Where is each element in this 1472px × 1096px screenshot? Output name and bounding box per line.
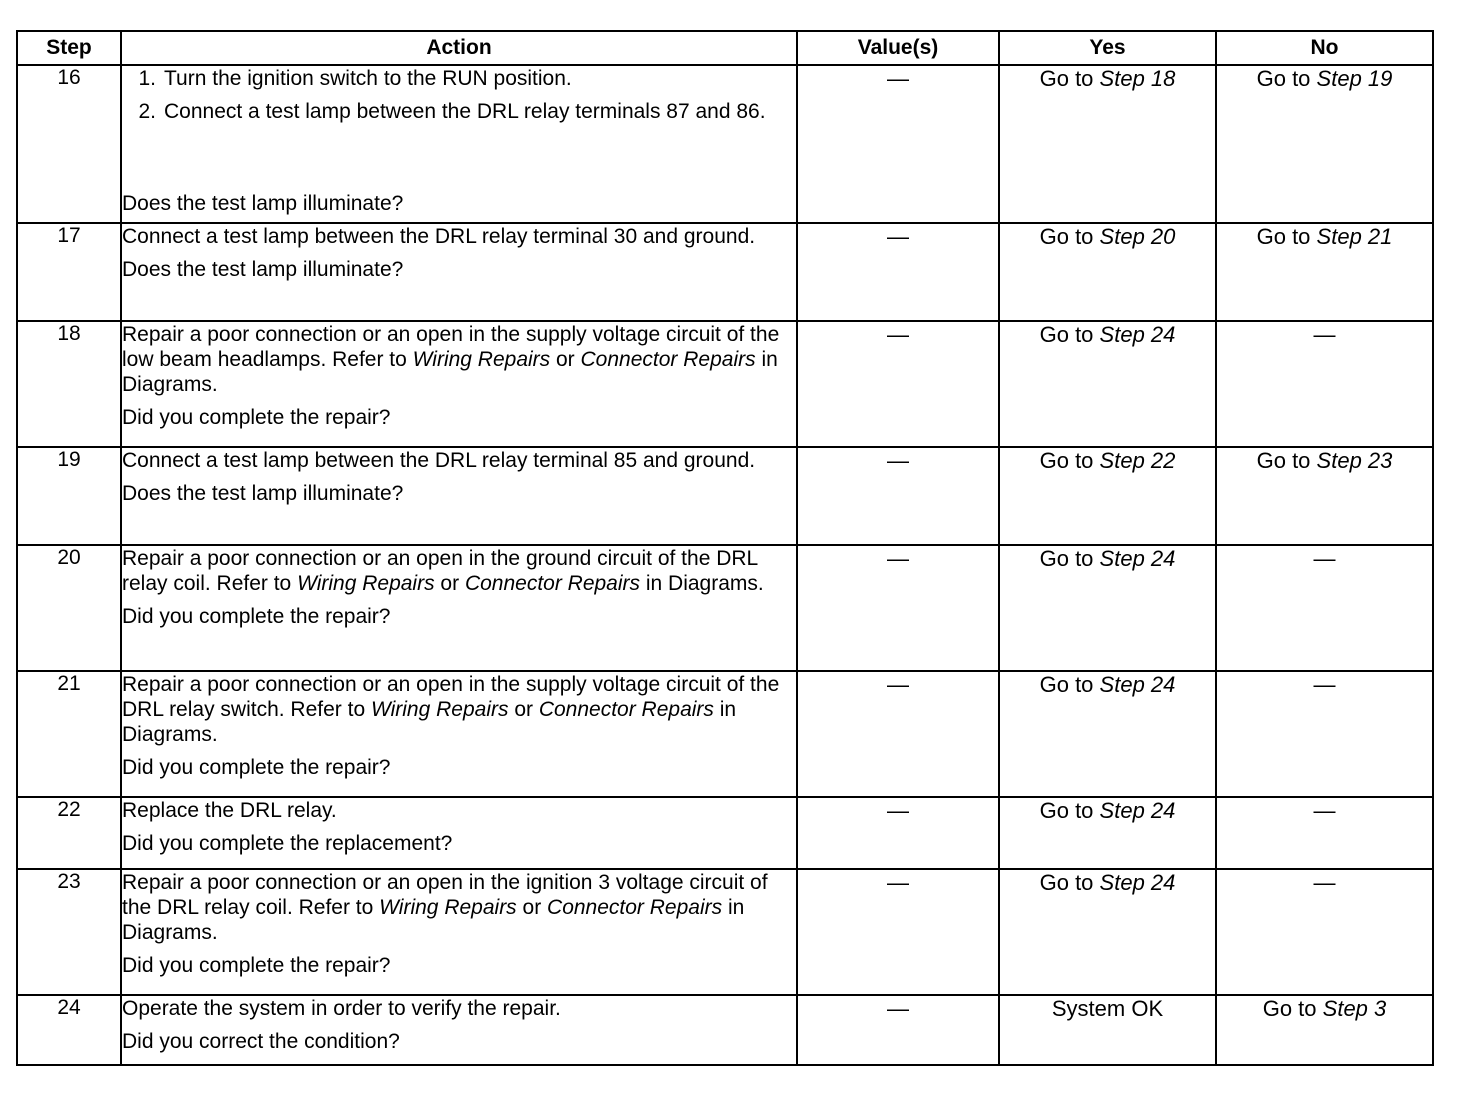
goto-step-link[interactable]: Step 24 <box>1099 870 1176 895</box>
in-diagrams-text: in Diagrams. <box>122 896 745 944</box>
yes-cell <box>999 545 1216 671</box>
goto-step-link[interactable]: Step 24 <box>1099 322 1176 347</box>
header-yes: Yes <box>999 31 1216 65</box>
goto-prefix: Go to <box>1039 322 1094 347</box>
no-cell <box>1216 223 1433 321</box>
table-row <box>17 321 1433 447</box>
action-cell <box>121 545 797 671</box>
goto-step-link[interactable]: Step 23 <box>1316 448 1393 473</box>
value-cell: — <box>797 869 999 995</box>
list-item <box>122 66 796 91</box>
question-text: Does the test lamp illuminate? <box>122 192 404 215</box>
value-cell: — <box>797 671 999 797</box>
question-text: Did you complete the repair? <box>122 756 391 779</box>
action-cell <box>121 65 797 223</box>
action-text-part: Repair a poor connection or an open in the supply voltage circuit of the DRL relay switch. Refer to <box>122 673 780 721</box>
action-text-part: Repair a poor connection or an open in the ground circuit of the DRL relay coil. Refer to <box>122 547 758 595</box>
goto-prefix: Go to <box>1039 672 1094 697</box>
question-text: Did you complete the replacement? <box>122 832 453 855</box>
step-number: 18 <box>17 321 121 447</box>
action-cell <box>121 869 797 995</box>
wiring-repairs-ref[interactable]: Wiring Repairs <box>297 572 435 595</box>
value-cell: — <box>797 321 999 447</box>
step-number: 19 <box>17 447 121 545</box>
table-row <box>17 671 1433 797</box>
wiring-repairs-ref[interactable]: Wiring Repairs <box>370 698 509 721</box>
question-text: Did you complete the repair? <box>122 406 391 429</box>
list-number: 1. <box>138 67 156 90</box>
yes-cell <box>999 671 1216 797</box>
goto-step-link[interactable]: Step 3 <box>1322 996 1387 1021</box>
goto-prefix: Go to <box>1039 546 1094 571</box>
connector-repairs-ref[interactable]: Connector Repairs <box>538 698 714 721</box>
action-cell <box>121 321 797 447</box>
action-cell <box>121 447 797 545</box>
header-no: No <box>1216 31 1433 65</box>
in-diagrams-text: in Diagrams. <box>640 572 764 595</box>
system-ok-text: System OK <box>1051 996 1164 1021</box>
question-text: Did you complete the repair? <box>122 605 391 628</box>
value-cell: — <box>797 65 999 223</box>
yes-cell <box>999 223 1216 321</box>
goto-step-link[interactable]: Step 24 <box>1099 672 1176 697</box>
value-cell: — <box>797 223 999 321</box>
connector-repairs-ref[interactable]: Connector Repairs <box>547 896 723 919</box>
goto-step-link[interactable]: Step 20 <box>1099 224 1176 249</box>
no-cell: — <box>1216 797 1433 869</box>
action-text <box>122 322 796 397</box>
header-action: Action <box>121 31 797 65</box>
action-cell <box>121 797 797 869</box>
list-item <box>122 99 796 124</box>
step-number: 17 <box>17 223 121 321</box>
table-row <box>17 223 1433 321</box>
or-text: or <box>508 698 539 721</box>
or-text: or <box>434 572 465 595</box>
table-row <box>17 545 1433 671</box>
action-text: Connect a test lamp between the DRL relay terminal 30 and ground. <box>122 225 756 248</box>
connector-repairs-ref[interactable]: Connector Repairs <box>464 572 641 595</box>
goto-prefix: Go to <box>1256 66 1311 91</box>
step-number: 16 <box>17 65 121 223</box>
action-cell <box>121 223 797 321</box>
wiring-repairs-ref[interactable]: Wiring Repairs <box>379 896 517 919</box>
goto-prefix: Go to <box>1039 798 1094 823</box>
step-number: 21 <box>17 671 121 797</box>
header-values: Value(s) <box>797 31 999 65</box>
yes-cell <box>999 65 1216 223</box>
goto-step-link[interactable]: Step 24 <box>1099 546 1176 571</box>
header-step: Step <box>17 31 121 65</box>
table-row <box>17 797 1433 869</box>
goto-prefix: Go to <box>1262 996 1317 1021</box>
no-cell: — <box>1216 869 1433 995</box>
yes-cell <box>999 869 1216 995</box>
goto-prefix: Go to <box>1039 870 1094 895</box>
table-row <box>17 65 1433 223</box>
action-cell <box>121 671 797 797</box>
no-cell <box>1216 447 1433 545</box>
value-cell: — <box>797 995 999 1065</box>
question-text: Does the test lamp illuminate? <box>122 482 404 505</box>
action-text: Operate the system in order to verify the repair. <box>122 997 561 1020</box>
goto-step-link[interactable]: Step 24 <box>1099 798 1176 823</box>
yes-cell <box>999 995 1216 1065</box>
question-text: Does the test lamp illuminate? <box>122 258 404 281</box>
action-cell <box>121 995 797 1065</box>
value-cell: — <box>797 447 999 545</box>
action-text-part: Repair a poor connection or an open in the supply voltage circuit of the low beam headlamps. Refer to <box>122 323 780 371</box>
yes-cell <box>999 447 1216 545</box>
table-row <box>17 447 1433 545</box>
diagnostic-table <box>16 30 1434 1066</box>
yes-cell <box>999 321 1216 447</box>
question-text: Did you correct the condition? <box>122 1030 400 1053</box>
or-text: or <box>550 348 581 371</box>
goto-step-link[interactable]: Step 19 <box>1316 66 1393 91</box>
or-text: or <box>516 896 548 919</box>
action-text: Replace the DRL relay. <box>122 799 337 822</box>
in-diagrams-text: in Diagrams. <box>122 698 737 746</box>
goto-prefix: Go to <box>1039 66 1094 91</box>
no-cell: — <box>1216 671 1433 797</box>
value-cell: — <box>797 545 999 671</box>
list-text: Connect a test lamp between the DRL relay terminals 87 and 86. <box>164 100 766 123</box>
step-number: 22 <box>17 797 121 869</box>
table-row <box>17 995 1433 1065</box>
action-text-part: Repair a poor connection or an open in the ignition 3 voltage circuit of the DRL relay coil. Refer to <box>122 871 768 919</box>
wiring-repairs-ref[interactable]: Wiring Repairs <box>412 348 551 371</box>
value-cell: — <box>797 797 999 869</box>
in-diagrams-text: in Diagrams. <box>122 348 778 396</box>
no-cell <box>1216 65 1433 223</box>
table-row <box>17 869 1433 995</box>
action-text <box>122 672 796 747</box>
step-number: 20 <box>17 545 121 671</box>
no-cell: — <box>1216 545 1433 671</box>
no-cell: — <box>1216 321 1433 447</box>
yes-cell <box>999 797 1216 869</box>
goto-prefix: Go to <box>1256 448 1311 473</box>
list-text: Turn the ignition switch to the RUN position. <box>164 67 572 90</box>
action-text <box>122 546 796 596</box>
action-text: Connect a test lamp between the DRL relay terminal 85 and ground. <box>122 449 756 472</box>
step-number: 24 <box>17 995 121 1065</box>
header-row <box>17 31 1433 65</box>
connector-repairs-ref[interactable]: Connector Repairs <box>580 348 756 371</box>
list-number: 2. <box>138 100 156 123</box>
action-text <box>122 870 796 945</box>
no-cell <box>1216 995 1433 1065</box>
goto-step-link[interactable]: Step 21 <box>1316 224 1393 249</box>
question-text: Did you complete the repair? <box>122 954 391 977</box>
goto-prefix: Go to <box>1039 224 1094 249</box>
step-number: 23 <box>17 869 121 995</box>
goto-step-link[interactable]: Step 18 <box>1099 66 1176 91</box>
goto-prefix: Go to <box>1039 448 1094 473</box>
goto-prefix: Go to <box>1256 224 1311 249</box>
goto-step-link[interactable]: Step 22 <box>1099 448 1176 473</box>
